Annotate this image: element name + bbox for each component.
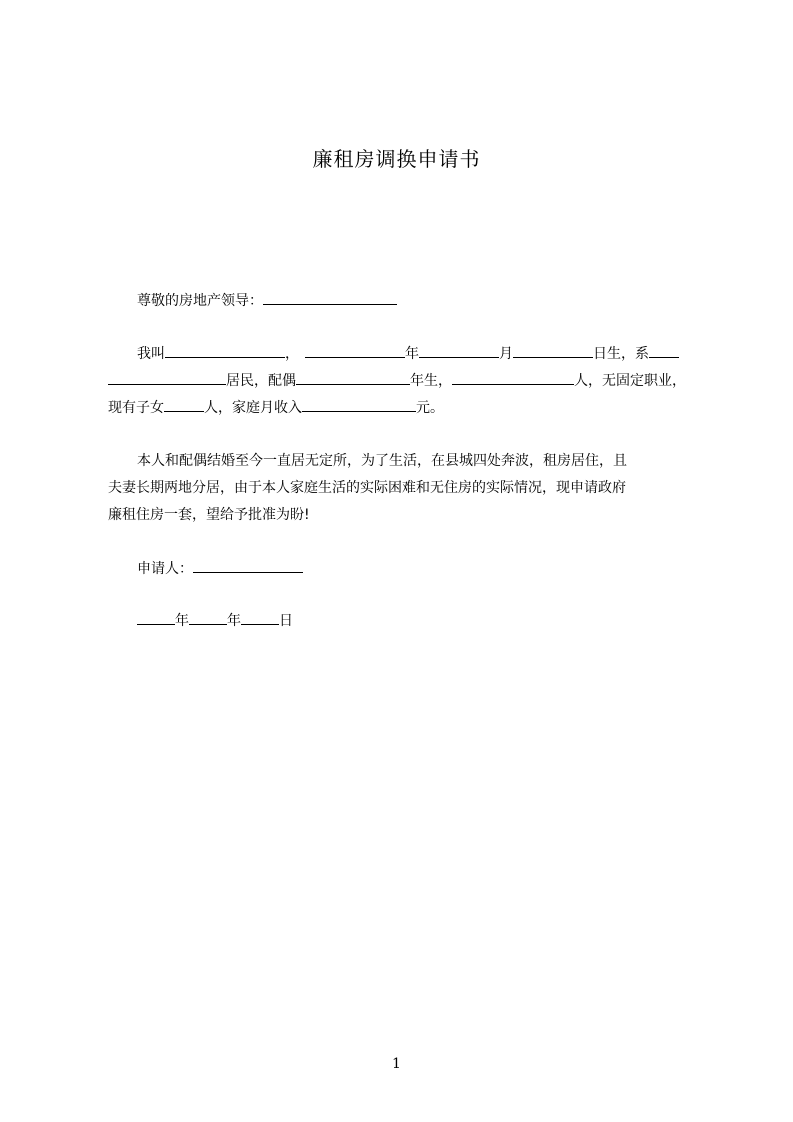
para1-line3 — [108, 394, 444, 422]
para1-line2 — [108, 367, 686, 395]
children-count-blank[interactable] — [164, 397, 204, 412]
document-title: 廉租房调换申请书 — [312, 147, 481, 171]
date-year-blank[interactable] — [137, 610, 175, 625]
date-month-label: 年 — [227, 613, 241, 629]
name-blank[interactable] — [165, 343, 285, 358]
label-ren-wu-gu-ding: 人，无固定职业， — [574, 373, 686, 389]
spouse-origin-blank[interactable] — [452, 370, 574, 385]
label-yue: 月 — [499, 346, 513, 362]
applicant-blank[interactable] — [193, 558, 303, 573]
label-xian-you-zi-nv: 现有子女 — [108, 400, 164, 416]
leader-blank[interactable] — [263, 290, 397, 305]
applicant-line — [137, 555, 303, 583]
spouse-name-blank[interactable] — [296, 370, 410, 385]
label-wo-jiao: 我叫 — [137, 346, 165, 362]
para2-line3: 廉租住房一套，望给予批准为盼! — [108, 507, 310, 523]
birth-day-blank[interactable] — [513, 343, 593, 358]
salutation-text: 尊敬的房地产领导： — [137, 293, 263, 309]
birth-year-blank[interactable] — [305, 343, 405, 358]
label-nian-sheng: 年生， — [410, 373, 452, 389]
para2-line2: 夫妻长期两地分居，由于本人家庭生活的实际困难和无住房的实际情况，现申请政府 — [108, 480, 626, 496]
page-number: 1 — [392, 1056, 401, 1072]
date-year-label: 年 — [175, 613, 189, 629]
applicant-label: 申请人： — [137, 561, 193, 577]
label-nian: 年 — [405, 346, 419, 362]
birth-month-blank[interactable] — [419, 343, 499, 358]
date-month-blank[interactable] — [189, 610, 227, 625]
label-yuan: 元。 — [416, 400, 444, 416]
date-line — [137, 607, 293, 635]
para2-line1: 本人和配偶结婚至今一直居无定所，为了生活，在县城四处奔波，租房居住，且 — [137, 453, 627, 469]
origin-blank-part2[interactable] — [108, 370, 226, 385]
date-day-blank[interactable] — [241, 610, 279, 625]
origin-blank-part1[interactable] — [649, 343, 679, 358]
label-ren-jia-ting: 人，家庭月收入 — [204, 400, 302, 416]
monthly-income-blank[interactable] — [302, 397, 416, 412]
date-day-label: 日 — [279, 613, 293, 629]
salutation-line — [137, 287, 397, 315]
label-ri-sheng-xi: 日生，系 — [593, 346, 649, 362]
label-ju-min-pei-ou: 居民，配偶 — [226, 373, 296, 389]
para1-line1 — [137, 340, 679, 368]
label-comma: ， — [285, 346, 299, 362]
